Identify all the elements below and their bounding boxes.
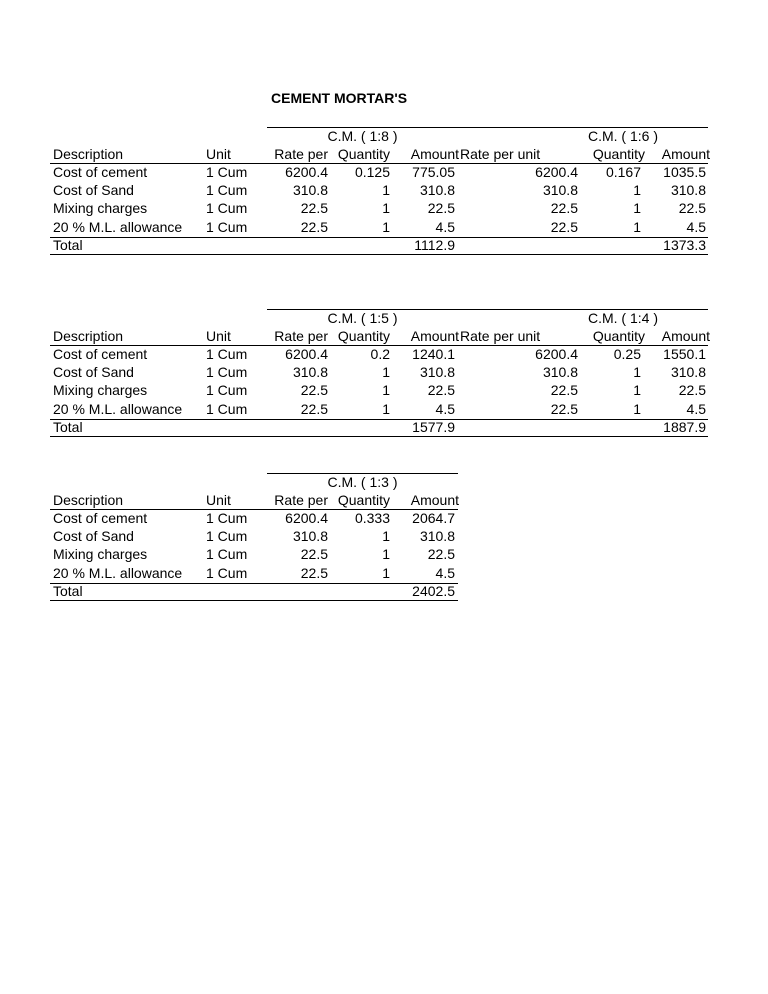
column-header-rate: Rate per <box>274 328 328 344</box>
column-header-description: Description <box>53 492 124 508</box>
table-bottom-rule <box>50 254 708 255</box>
cell-rate: 310.8 <box>292 528 328 545</box>
cell-amount: 4.5 <box>435 400 455 417</box>
row-total-label: Total <box>53 582 83 599</box>
cell-rate: 22.5 <box>300 200 328 217</box>
row-unit: 1 Cum <box>206 510 248 526</box>
cell-quantity: 1 <box>633 218 641 235</box>
column-header-amount: Amount <box>410 146 459 162</box>
column-header-rate: Rate per <box>274 146 328 162</box>
cell-quantity: 1 <box>382 528 390 545</box>
column-header-quantity: Quantity <box>592 328 645 344</box>
cell-rate: 6200.4 <box>535 346 578 362</box>
column-header-rate: Rate per unit <box>460 146 541 162</box>
cell-rate: 22.5 <box>550 218 578 235</box>
cell-quantity: 1 <box>633 200 641 217</box>
cell-quantity: 1 <box>633 382 641 399</box>
cell-rate: 6200.4 <box>535 164 578 180</box>
column-header-unit: Unit <box>206 328 231 344</box>
cell-quantity: 1 <box>382 218 390 235</box>
cell-amount: 22.5 <box>678 200 706 217</box>
cell-quantity: 1 <box>633 364 641 381</box>
column-header-amount: Amount <box>661 146 710 162</box>
cell-quantity: 1 <box>382 182 390 199</box>
group-title: C.M. ( 1:3 ) <box>327 474 398 490</box>
row-description: Cost of Sand <box>53 182 134 199</box>
row-description: Mixing charges <box>53 200 148 217</box>
cell-quantity: 1 <box>382 546 390 563</box>
cell-amount: 22.5 <box>678 382 706 399</box>
cell-rate: 310.8 <box>292 364 328 381</box>
column-header-quantity: Quantity <box>337 146 390 162</box>
cell-amount: 1035.5 <box>663 164 706 180</box>
row-description: Cost of cement <box>53 164 148 180</box>
cell-quantity: 0.2 <box>370 346 390 362</box>
cell-quantity: 0.167 <box>605 164 641 180</box>
cell-amount: 1550.1 <box>663 346 706 362</box>
cell-quantity: 0.25 <box>613 346 641 362</box>
row-description: 20 % M.L. allowance <box>53 564 183 581</box>
column-header-rate: Rate per <box>274 492 328 508</box>
row-description: Mixing charges <box>53 546 148 563</box>
column-header-description: Description <box>53 146 124 162</box>
cell-amount: 310.8 <box>670 182 706 199</box>
group-title: C.M. ( 1:5 ) <box>327 310 398 326</box>
cell-quantity: 1 <box>633 400 641 417</box>
group-title: C.M. ( 1:4 ) <box>587 310 658 326</box>
total-rule <box>50 419 708 420</box>
cell-rate: 22.5 <box>300 382 328 399</box>
row-unit: 1 Cum <box>206 400 248 417</box>
column-header-quantity: Quantity <box>337 492 390 508</box>
column-header-description: Description <box>53 328 124 344</box>
cell-rate: 6200.4 <box>285 346 328 362</box>
cell-quantity: 1 <box>633 182 641 199</box>
cell-rate: 310.8 <box>542 182 578 199</box>
total-rule <box>50 237 708 238</box>
cell-rate: 22.5 <box>300 564 328 581</box>
row-description: Cost of Sand <box>53 528 134 545</box>
row-unit: 1 Cum <box>206 528 248 545</box>
cell-amount: 22.5 <box>427 546 455 563</box>
cell-total: 1887.9 <box>663 418 706 435</box>
row-description: Cost of Sand <box>53 364 134 381</box>
row-unit: 1 Cum <box>206 364 248 381</box>
cell-rate: 6200.4 <box>285 164 328 180</box>
cell-amount: 4.5 <box>686 218 706 235</box>
cell-rate: 22.5 <box>550 382 578 399</box>
table-bottom-rule <box>50 600 458 601</box>
cell-rate: 22.5 <box>550 400 578 417</box>
cell-quantity: 1 <box>382 564 390 581</box>
cell-quantity: 0.333 <box>354 510 390 526</box>
column-header-amount: Amount <box>410 492 459 508</box>
cell-quantity: 1 <box>382 400 390 417</box>
cell-rate: 22.5 <box>550 200 578 217</box>
cell-quantity: 1 <box>382 382 390 399</box>
row-total-label: Total <box>53 418 83 435</box>
cell-amount: 4.5 <box>435 218 455 235</box>
cell-quantity: 1 <box>382 364 390 381</box>
cell-quantity: 1 <box>382 200 390 217</box>
column-header-quantity: Quantity <box>337 328 390 344</box>
row-description: Cost of cement <box>53 346 148 362</box>
cell-amount: 310.8 <box>419 182 455 199</box>
column-header-amount: Amount <box>410 328 459 344</box>
cell-quantity: 0.125 <box>354 164 390 180</box>
row-unit: 1 Cum <box>206 546 248 563</box>
row-unit: 1 Cum <box>206 564 248 581</box>
column-header-quantity: Quantity <box>592 146 645 162</box>
cell-amount: 4.5 <box>435 564 455 581</box>
row-unit: 1 Cum <box>206 382 248 399</box>
column-header-rate: Rate per unit <box>460 328 541 344</box>
cell-amount: 4.5 <box>686 400 706 417</box>
row-unit: 1 Cum <box>206 200 248 217</box>
cell-amount: 22.5 <box>427 200 455 217</box>
cell-rate: 22.5 <box>300 546 328 563</box>
page-title: CEMENT MORTAR'S <box>271 90 408 106</box>
cell-total: 1373.3 <box>663 236 706 253</box>
table-bottom-rule <box>50 436 708 437</box>
row-total-label: Total <box>53 236 83 253</box>
cell-amount: 2064.7 <box>412 510 455 526</box>
column-header-amount: Amount <box>661 328 710 344</box>
cell-amount: 22.5 <box>427 382 455 399</box>
cell-amount: 310.8 <box>419 528 455 545</box>
cell-amount: 1240.1 <box>412 346 455 362</box>
cell-rate: 310.8 <box>542 364 578 381</box>
cell-amount: 775.05 <box>412 164 455 180</box>
group-title: C.M. ( 1:8 ) <box>327 128 398 144</box>
cell-total: 1112.9 <box>414 236 455 253</box>
row-unit: 1 Cum <box>206 218 248 235</box>
row-description: 20 % M.L. allowance <box>53 400 183 417</box>
cell-rate: 310.8 <box>292 182 328 199</box>
row-description: 20 % M.L. allowance <box>53 218 183 235</box>
cell-total: 2402.5 <box>412 582 455 599</box>
row-unit: 1 Cum <box>206 346 248 362</box>
column-header-unit: Unit <box>206 492 231 508</box>
group-title: C.M. ( 1:6 ) <box>587 128 658 144</box>
cell-rate: 6200.4 <box>285 510 328 526</box>
cell-rate: 22.5 <box>300 400 328 417</box>
row-description: Mixing charges <box>53 382 148 399</box>
cell-amount: 310.8 <box>419 364 455 381</box>
row-unit: 1 Cum <box>206 164 248 180</box>
row-description: Cost of cement <box>53 510 148 526</box>
cell-total: 1577.9 <box>412 418 455 435</box>
cell-amount: 310.8 <box>670 364 706 381</box>
cell-rate: 22.5 <box>300 218 328 235</box>
row-unit: 1 Cum <box>206 182 248 199</box>
column-header-unit: Unit <box>206 146 231 162</box>
